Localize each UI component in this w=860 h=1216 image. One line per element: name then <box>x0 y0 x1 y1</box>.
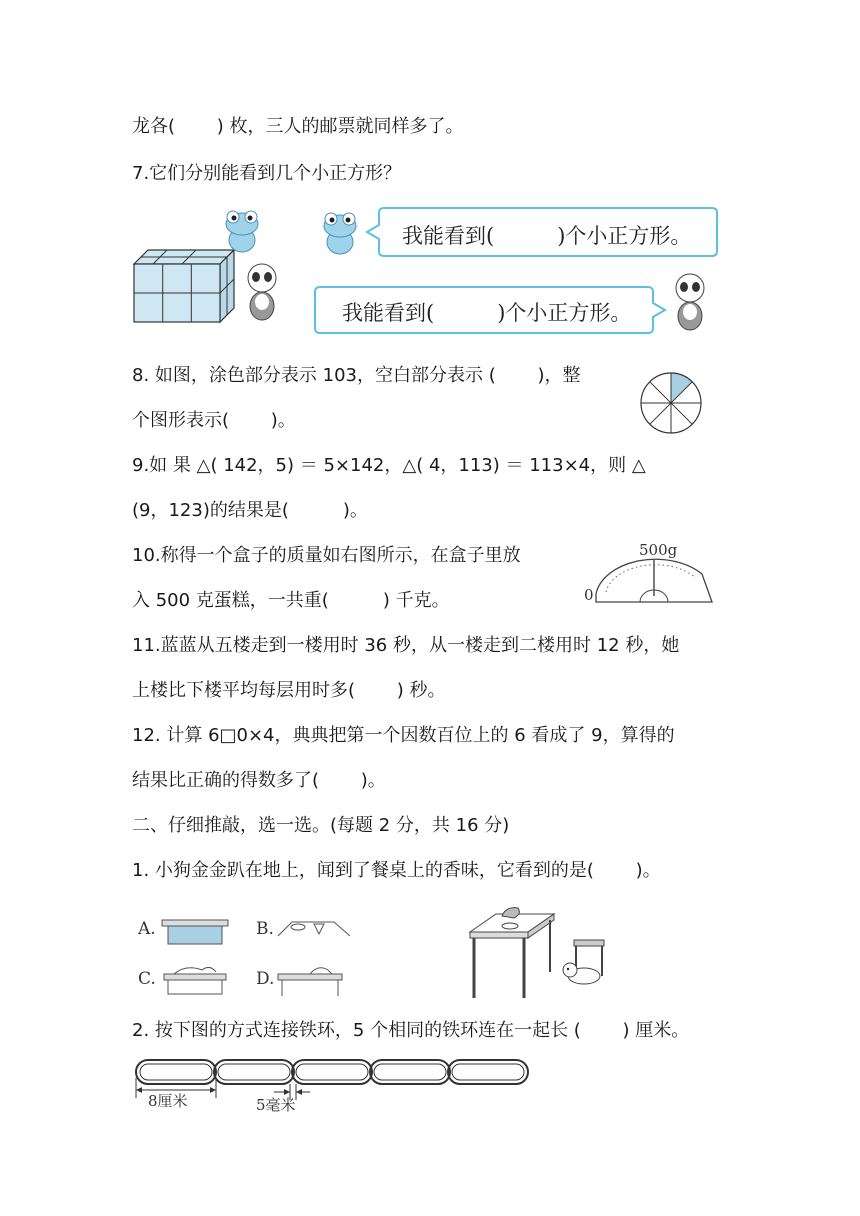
question-10-line1: 10.称得一个盒子的质量如右图所示，在盒子里放 <box>132 545 521 566</box>
question-10-line2: 入 500 克蛋糕，一共重( ) 千克。 <box>132 590 450 611</box>
question-11-line2: 上楼比下楼平均每层用时多( ) 秒。 <box>132 680 446 701</box>
cube-figure <box>134 250 234 322</box>
question-7: 7.它们分别能看到几个小正方形？ <box>132 163 402 184</box>
choice-question-1: 1. 小狗金金趴在地上，闻到了餐桌上的香味，它看到的是( )。 <box>132 860 661 881</box>
option-c-label: C. <box>138 969 156 989</box>
frog-bubble-text: 我能看到( )个小正方形。 <box>402 224 692 248</box>
ring-gap-label: 5毫米 <box>256 1096 296 1114</box>
question-12-line1: 12. 计算 6□0×4，典典把第一个因数百位上的 6 看成了 9，算得的 <box>132 725 675 746</box>
panda-icon <box>672 272 708 332</box>
question-9-line2: (9，123)的结果是( )。 <box>132 500 368 521</box>
scale-max-label: 500g <box>639 541 678 559</box>
question-8-line2: 个图形表示( )。 <box>132 410 296 431</box>
frog-icon <box>320 210 360 256</box>
section-2-heading: 二、仔细推敲，选一选。(每题 2 分，共 16 分) <box>132 815 510 836</box>
line-continuation: 龙各( ) 枚，三人的邮票就同样多了。 <box>132 116 464 137</box>
question-11-line1: 11.蓝蓝从五楼走到一楼用时 36 秒，从一楼走到二楼用时 12 秒，她 <box>132 635 680 656</box>
scale-zero-label: 0 <box>584 586 594 604</box>
question-12-line2: 结果比正确的得数多了( )。 <box>132 770 386 791</box>
frog-icon <box>222 208 262 254</box>
scale-dial-figure <box>584 540 714 608</box>
iron-rings-figure <box>134 1058 534 1114</box>
ring-width-label: 8厘米 <box>148 1092 188 1110</box>
table-and-dog-figure <box>466 906 616 1002</box>
circle-fraction-figure <box>640 372 702 434</box>
choice-question-2: 2. 按下图的方式连接铁环，5 个相同的铁环连在一起长 ( ) 厘米。 <box>132 1020 690 1041</box>
question-9-line1: 9.如 果 △( 142，5) ＝ 5×142，△( 4，113) ＝ 113×4，则 △ <box>132 455 646 476</box>
question-8-line1: 8. 如图，涂色部分表示 103，空白部分表示 ( )，整 <box>132 365 581 386</box>
option-a-label: A. <box>138 919 156 939</box>
panda-icon <box>244 262 280 322</box>
panda-bubble-text: 我能看到( )个小正方形。 <box>342 301 632 325</box>
option-figures <box>138 910 358 1000</box>
option-b-label: B. <box>256 919 274 939</box>
option-d-label: D. <box>256 969 275 989</box>
